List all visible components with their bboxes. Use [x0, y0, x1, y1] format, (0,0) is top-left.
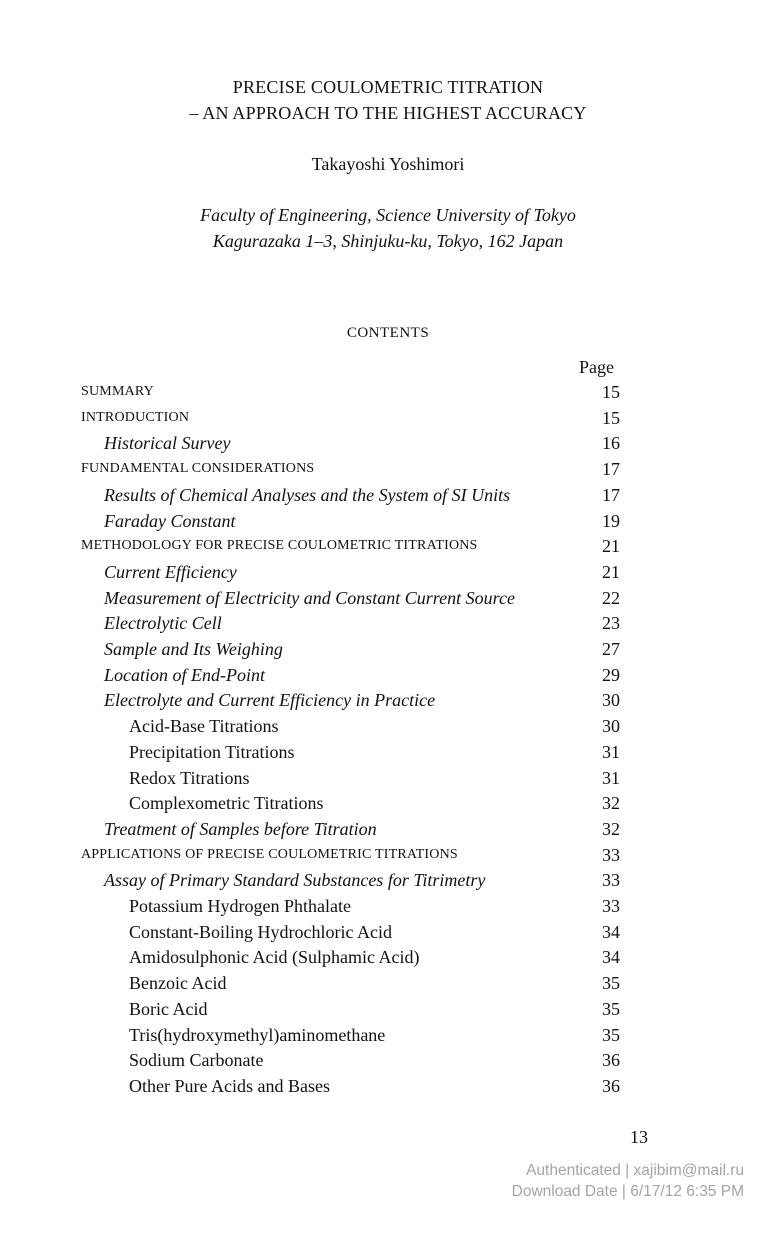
- toc-entry: [0, 433, 776, 457]
- toc-entry-title: Treatment of Samples before Titration: [104, 818, 377, 839]
- toc-entry-title: Measurement of Electricity and Constant Current Source: [104, 587, 515, 608]
- toc-entry-title: Assay of Primary Standard Substances for Titrimetry: [104, 870, 486, 891]
- toc-entry: [0, 716, 776, 740]
- title-line-2: – AN APPROACH TO THE HIGHEST ACCURACY: [189, 103, 587, 123]
- toc-entry-page: 17: [602, 459, 620, 480]
- toc-entry: [0, 922, 776, 946]
- toc-entry-title: Sample and Its Weighing: [104, 639, 283, 659]
- toc-entry-page: 34: [602, 947, 620, 968]
- toc-entry-page: 33: [602, 870, 620, 891]
- toc-entry: [0, 562, 776, 586]
- toc-entry-page: 33: [602, 844, 620, 865]
- toc-entry: [0, 870, 776, 894]
- toc-entry: [0, 665, 776, 689]
- toc-entry-title: Complexometric Titrations: [129, 793, 324, 814]
- toc-entry-page: 35: [602, 973, 620, 994]
- toc-entry-title: Historical Survey: [104, 433, 231, 454]
- author-name: Takayoshi Yoshimori: [311, 154, 465, 174]
- toc-entry-title: Precipitation Titrations: [129, 741, 295, 762]
- toc-entry-title: Electrolytic Cell: [104, 613, 222, 634]
- toc-entry: [0, 382, 776, 406]
- toc-entry-page: 32: [602, 793, 620, 814]
- toc-entry-page: 31: [602, 767, 620, 788]
- toc-entry-title: Sodium Carbonate: [129, 1050, 264, 1071]
- toc-entry: [0, 588, 776, 612]
- toc-entry-page: 21: [602, 561, 620, 582]
- title-line-1: PRECISE COULOMETRIC TITRATION: [232, 77, 544, 97]
- toc-entry-title: Current Efficiency: [104, 561, 237, 582]
- toc-entry-page: 34: [602, 921, 620, 942]
- toc-entry-title: SUMMARY: [81, 384, 154, 399]
- toc-entry-page: 17: [602, 484, 620, 505]
- toc-entry-page: 33: [602, 896, 620, 916]
- toc-entry-page: 21: [602, 536, 620, 557]
- toc-entry: [0, 536, 776, 560]
- toc-entry: [0, 485, 776, 509]
- toc-entry: [0, 511, 776, 535]
- toc-entry: [0, 690, 776, 714]
- toc-entry: [0, 459, 776, 483]
- toc-entry: [0, 999, 776, 1023]
- toc-entry: [0, 768, 776, 792]
- toc-entry-title: Potassium Hydrogen Phthalate: [129, 896, 351, 916]
- toc-entry-page: 16: [602, 433, 620, 454]
- toc-entry-page: 36: [602, 1050, 620, 1071]
- toc-entry-title: Benzoic Acid: [129, 973, 227, 994]
- toc-entry-title: FUNDAMENTAL CONSIDERATIONS: [81, 461, 315, 477]
- toc-entry-title: Electrolyte and Current Efficiency in Practice: [104, 690, 436, 711]
- watermark-line-2: Download Date | 6/17/12 6:35 PM: [511, 1183, 744, 1200]
- toc-entry-page: 30: [602, 716, 620, 737]
- toc-entry: [0, 742, 776, 766]
- toc-entry-page: 29: [602, 664, 620, 685]
- page-number: 13: [630, 1127, 648, 1147]
- toc-entry-title: Acid-Base Titrations: [129, 716, 279, 737]
- toc-entry-page: 35: [602, 1024, 620, 1045]
- toc-entry-title: Tris(hydroxymethyl)aminomethane: [129, 1024, 386, 1045]
- toc-entry: [0, 947, 776, 971]
- toc-entry: [0, 1076, 776, 1100]
- watermark-line-1: Authenticated | xajibim@mail.ru: [526, 1162, 744, 1179]
- toc-entry-title: Results of Chemical Analyses and the System of SI Units: [104, 484, 511, 505]
- toc-entry-title: Other Pure Acids and Bases: [129, 1075, 330, 1096]
- download-watermark: [512, 1160, 744, 1202]
- toc-entry-title: Boric Acid: [129, 998, 208, 1019]
- toc-entry-page: 31: [602, 741, 620, 762]
- toc-entry: [0, 613, 776, 637]
- toc-entry: [0, 973, 776, 997]
- toc-entry: [0, 639, 776, 663]
- toc-entry: [0, 1050, 776, 1074]
- toc-entry-page: 36: [602, 1075, 620, 1096]
- toc-entry-page: 32: [602, 818, 620, 839]
- toc-entry-title: Redox Titrations: [129, 767, 250, 788]
- toc-entry-title: Location of End-Point: [104, 664, 265, 685]
- toc-entry-page: 22: [602, 587, 620, 608]
- toc-entry: [0, 819, 776, 843]
- toc-entry-title: APPLICATIONS OF PRECISE COULOMETRIC TITRATIONS: [81, 846, 458, 862]
- toc-entry-title: Constant-Boiling Hydrochloric Acid: [129, 921, 392, 942]
- toc-entry-title: INTRODUCTION: [81, 409, 190, 425]
- toc-entry: [0, 896, 776, 920]
- toc-entry-page: 30: [602, 690, 620, 711]
- toc-entry-title: Amidosulphonic Acid (Sulphamic Acid): [129, 947, 420, 968]
- toc-entry-page: 35: [602, 998, 620, 1019]
- toc-entry-page: 27: [602, 639, 620, 659]
- toc-entry-title: Faraday Constant: [104, 510, 236, 531]
- affiliation-line-1: Faculty of Engineering, Science University of Tokyo: [200, 205, 576, 225]
- toc-entry: [0, 1025, 776, 1049]
- toc-entry-page: 15: [602, 382, 620, 402]
- contents-heading: CONTENTS: [346, 325, 430, 341]
- toc-entry: [0, 845, 776, 869]
- toc-entry: [0, 408, 776, 432]
- toc-entry-title: METHODOLOGY FOR PRECISE COULOMETRIC TITRATIONS: [81, 538, 478, 554]
- toc-entry-page: 19: [602, 510, 620, 531]
- affiliation-line-2: Kagurazaka 1–3, Shinjuku-ku, Tokyo, 162 Japan: [212, 231, 564, 251]
- page-column-label: Page: [579, 357, 614, 377]
- toc-entry: [0, 793, 776, 817]
- toc-entry-page: 23: [602, 613, 620, 634]
- toc-entry-page: 15: [602, 407, 620, 428]
